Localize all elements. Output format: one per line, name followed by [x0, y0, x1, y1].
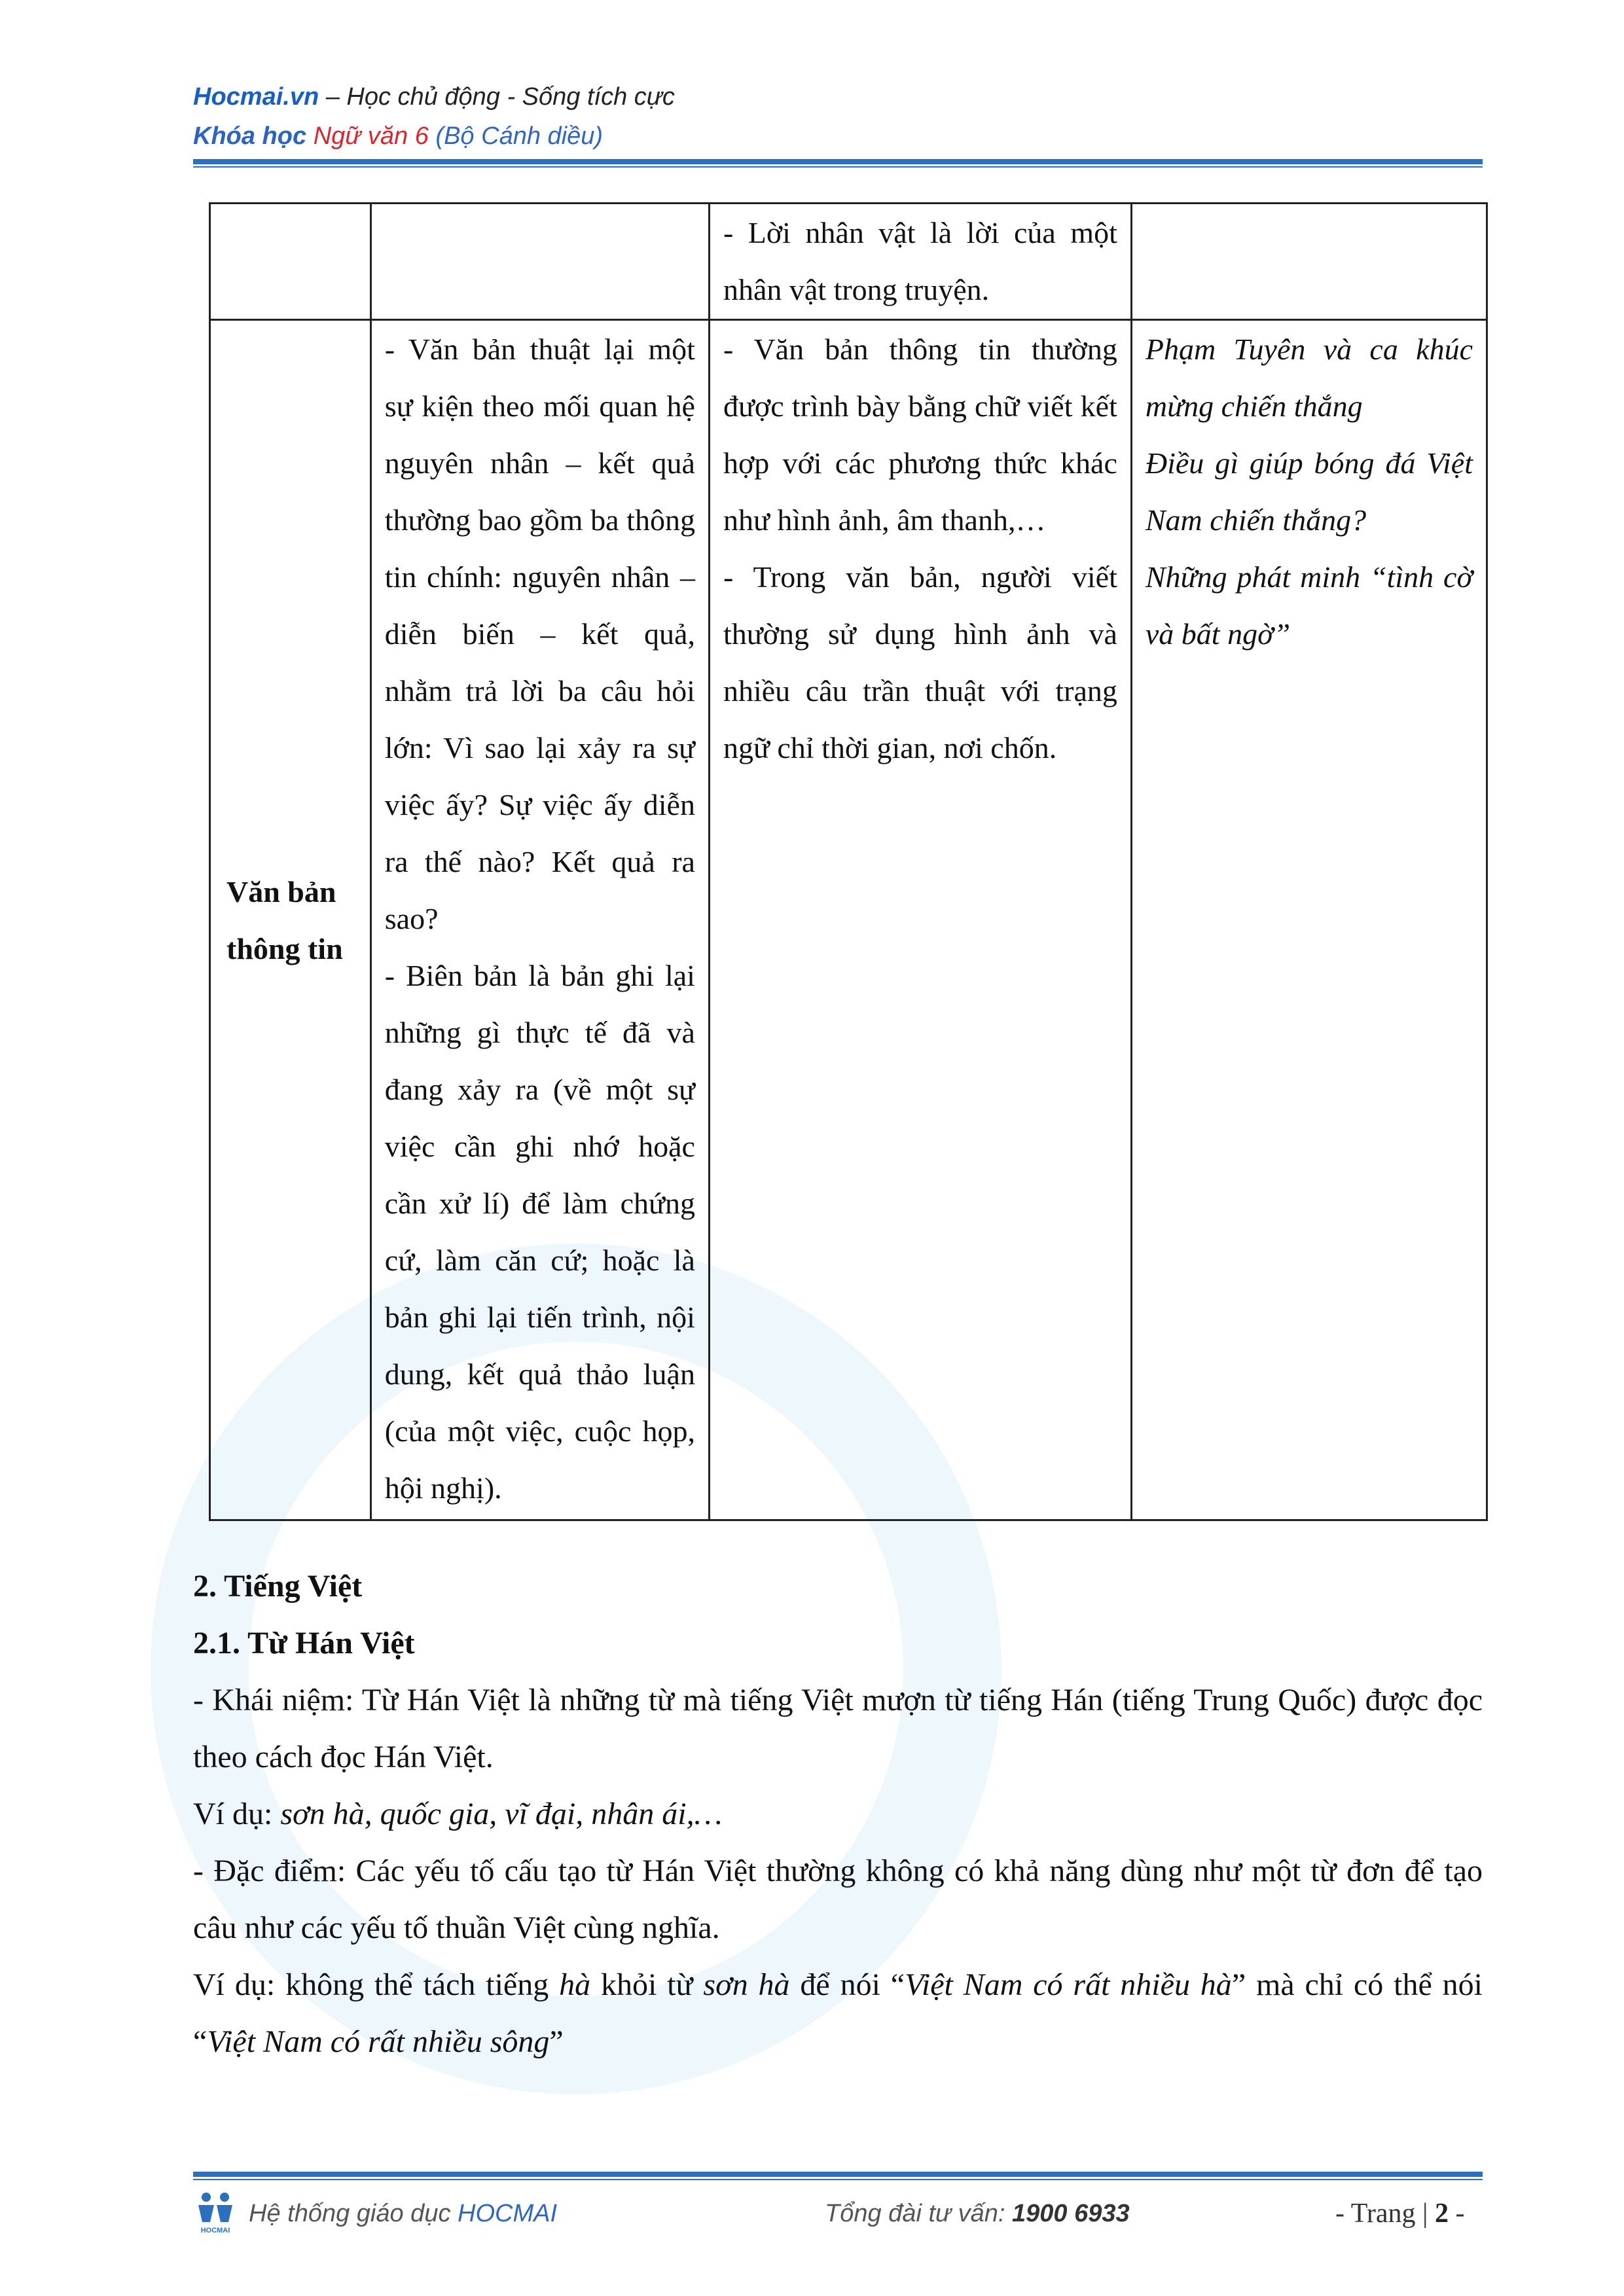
table-cell-characteristics: [370, 320, 709, 1520]
table-row: [210, 204, 1487, 320]
ex2-part: Việt Nam có rất nhiều hà: [905, 1967, 1232, 2002]
example-1: [193, 1785, 1483, 1842]
example-title-2: Điều gì giúp bóng đá Việt Nam chiến thắng?: [1145, 446, 1473, 537]
page-number-value: 2: [1434, 2198, 1449, 2229]
table-cell: [210, 204, 371, 320]
example-label: Ví dụ:: [193, 1797, 281, 1831]
table-cell: [1131, 204, 1487, 320]
header-line-2: [193, 117, 675, 156]
ex2-part: khỏi từ: [590, 1967, 704, 2002]
col2-paragraph-2: - Biên bản là bản ghi lại những gì thực tế đã và đang xảy ra (về một sự việc cần ghi nhớ hoặc cần xử lí) để làm chứng cứ, làm căn cứ; hoặc là bản ghi lại tiến trình, nội dung, kết quả thảo luận (của một việc, cuộc họp, hội nghị).: [384, 959, 695, 1505]
section-title: 2. Tiếng Việt: [193, 1569, 363, 1604]
page-header: [193, 77, 675, 156]
table-cell-features: [709, 320, 1131, 1520]
ex2-part: để nói “: [789, 1967, 905, 2002]
hocmai-logo-icon: [193, 2189, 238, 2235]
page-label: - Trang |: [1335, 2198, 1435, 2229]
row-label-van-ban-thong-tin: [210, 320, 371, 1520]
example-title-1: Phạm Tuyên và ca khúc mừng chiến thắng: [1145, 332, 1473, 423]
header-rule-thin: [193, 166, 1483, 168]
header-line-1: [193, 77, 675, 117]
example-title-3: Những phát minh “tình cờ và bất ngờ”: [1145, 560, 1473, 651]
ex2-part: Việt Nam có rất nhiều sông: [207, 2024, 550, 2059]
col3-paragraph-2: - Trong văn bản, người viết thường sử dụng hình ảnh và nhiều câu trần thuật với trạng ngữ chỉ thời gian, nơi chốn.: [723, 560, 1117, 764]
feature-paragraph: - Đặc điểm: Các yếu tố cấu tạo từ Hán Việt thường không có khả năng dùng như một từ đơn để tạo câu như các yếu tố thuần Việt cùng nghĩa.: [193, 1854, 1483, 1945]
col3-paragraph-1: - Văn bản thông tin thường được trình bày bằng chữ viết kết hợp với các phương thức khác như hình ảnh, âm thanh,…: [723, 332, 1117, 537]
ex2-part: Ví dụ: không thể tách tiếng: [193, 1967, 560, 2002]
row1-col3-text: - Lời nhân vật là lời của một nhân vật trong truyện.: [723, 216, 1117, 306]
content-table: [209, 202, 1488, 1521]
row-label-text: Văn bản thông tin: [226, 874, 343, 965]
table-cell-examples: [1131, 320, 1487, 1520]
ex2-part: ” mà chỉ có thể nói “: [193, 1967, 1483, 2059]
example-2: [193, 1956, 1483, 2070]
footer-hotline: [825, 2194, 1130, 2233]
footer-system-label: Hệ thống giáo dục: [249, 2200, 458, 2227]
logo-text: HOCMAI: [200, 2227, 230, 2234]
page-suffix: -: [1448, 2198, 1465, 2229]
header-rule: [193, 159, 1483, 164]
course-subject: Ngữ văn 6: [313, 122, 429, 150]
hotline-number: 1900 6933: [1012, 2200, 1130, 2227]
hotline-label: Tổng đài tư vấn:: [825, 2200, 1013, 2227]
table-cell: [370, 204, 709, 320]
footer-rule-thin: [193, 2179, 1483, 2180]
header-slogan: Học chủ động - Sống tích cực: [346, 83, 675, 111]
table-row: [210, 320, 1487, 1520]
ex2-part: ”: [549, 2024, 564, 2059]
subsection-title: 2.1. Từ Hán Việt: [193, 1626, 415, 1660]
example-words: sơn hà, quốc gia, vĩ đại, nhân ái,…: [280, 1797, 723, 1831]
ex2-part: hà: [559, 1967, 591, 2002]
col2-paragraph-1: - Văn bản thuật lại một sự kiện theo mối quan hệ nguyên nhân – kết quả thường bao gồm ba thông tin chính: nguyên nhân – diễn biến – kết quả, nhằm trả lời ba câu hỏi lớn: Vì sao lại xảy ra sự việc ấy? Sự việc ấy diễn ra thế nào? Kết quả ra sao?: [384, 332, 695, 935]
footer-system-brand: HOCMAI: [458, 2200, 558, 2227]
ex2-part: sơn hà: [703, 1967, 790, 2002]
page-number: [1335, 2194, 1464, 2233]
definition-paragraph: - Khái niệm: Từ Hán Việt là những từ mà tiếng Việt mượn từ tiếng Hán (tiếng Trung Quốc) được đọc theo cách đọc Hán Việt.: [193, 1683, 1483, 1774]
footer-rule: [193, 2172, 1483, 2177]
main-content: [193, 1558, 1483, 2070]
course-series: (Bộ Cánh diều): [428, 122, 604, 150]
course-label: Khóa học: [193, 122, 314, 150]
header-dash: –: [319, 83, 347, 111]
footer-system: [249, 2194, 557, 2233]
header-brand: Hocmai.vn: [193, 83, 319, 111]
table-cell: [709, 204, 1131, 320]
